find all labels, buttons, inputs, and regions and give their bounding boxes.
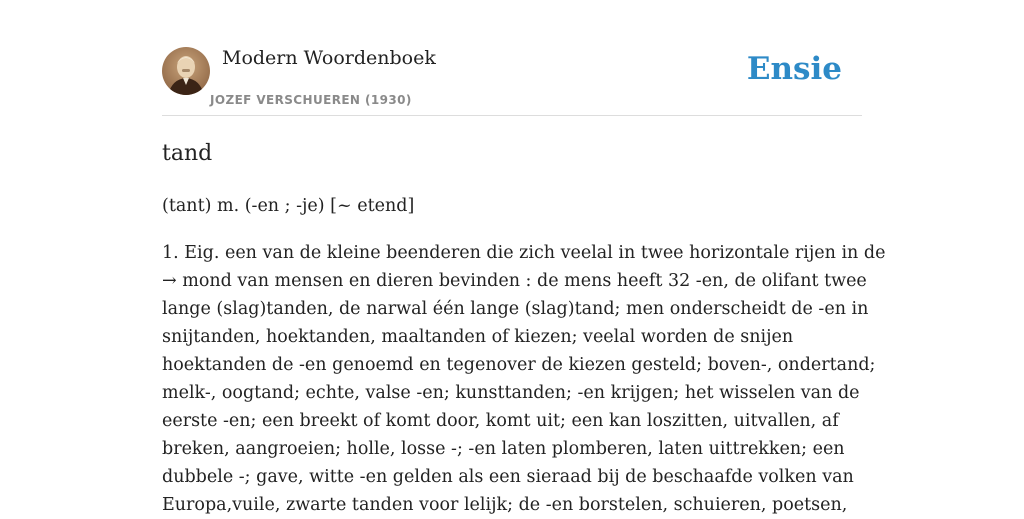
- definition-line: melk-, oogtand; echte, valse -en; kunsttanden; -en krijgen; het wisselen van de: [162, 383, 860, 403]
- page-container: [162, 0, 886, 515]
- author-name: JOZEF VERSCHUEREN (1930): [210, 93, 412, 107]
- definition-line: lange (slag)tanden, de narwal één lange (slag)tand; men onderscheidt de -en in: [162, 299, 869, 319]
- ensie-logo-link[interactable]: Ensie: [746, 51, 842, 87]
- definition-line: dubbele -; gave, witte -en gelden als een sieraad bij de beschaafde volken van: [162, 467, 854, 487]
- entry-headword: tand: [162, 141, 213, 166]
- definition-line: Europa,vuile, zwarte tanden voor lelijk; de -en borstelen, schuieren, poetsen,: [162, 495, 848, 515]
- definition-line: snijtanden, hoektanden, maaltanden of kiezen; veelal worden de snijen: [162, 327, 794, 347]
- definition-line: eerste -en; een breekt of komt door, komt uit; een kan loszitten, uitvallen, af: [162, 411, 839, 431]
- book-title-link[interactable]: Modern Woordenboek: [222, 47, 436, 69]
- entry-pronunciation: (tant) m. (-en ; -je) [~ etend]: [162, 196, 415, 216]
- page-header: [162, 0, 862, 116]
- definition-line: → mond van mensen en dieren bevinden : de mens heeft 32 -en, de olifant twee: [162, 271, 867, 291]
- definition-line: hoektanden de -en genoemd en tegenover de kiezen gesteld; boven-, ondertand;: [162, 355, 876, 375]
- author-portrait-icon: [162, 47, 210, 95]
- author-avatar[interactable]: [162, 47, 210, 95]
- definition-line: breken, aangroeien; holle, losse -; -en laten plomberen, laten uittrekken; een: [162, 439, 845, 459]
- definition-line: 1. Eig. een van de kleine beenderen die zich veelal in twee horizontale rijen in de: [162, 243, 886, 263]
- entry-definition: [162, 239, 886, 519]
